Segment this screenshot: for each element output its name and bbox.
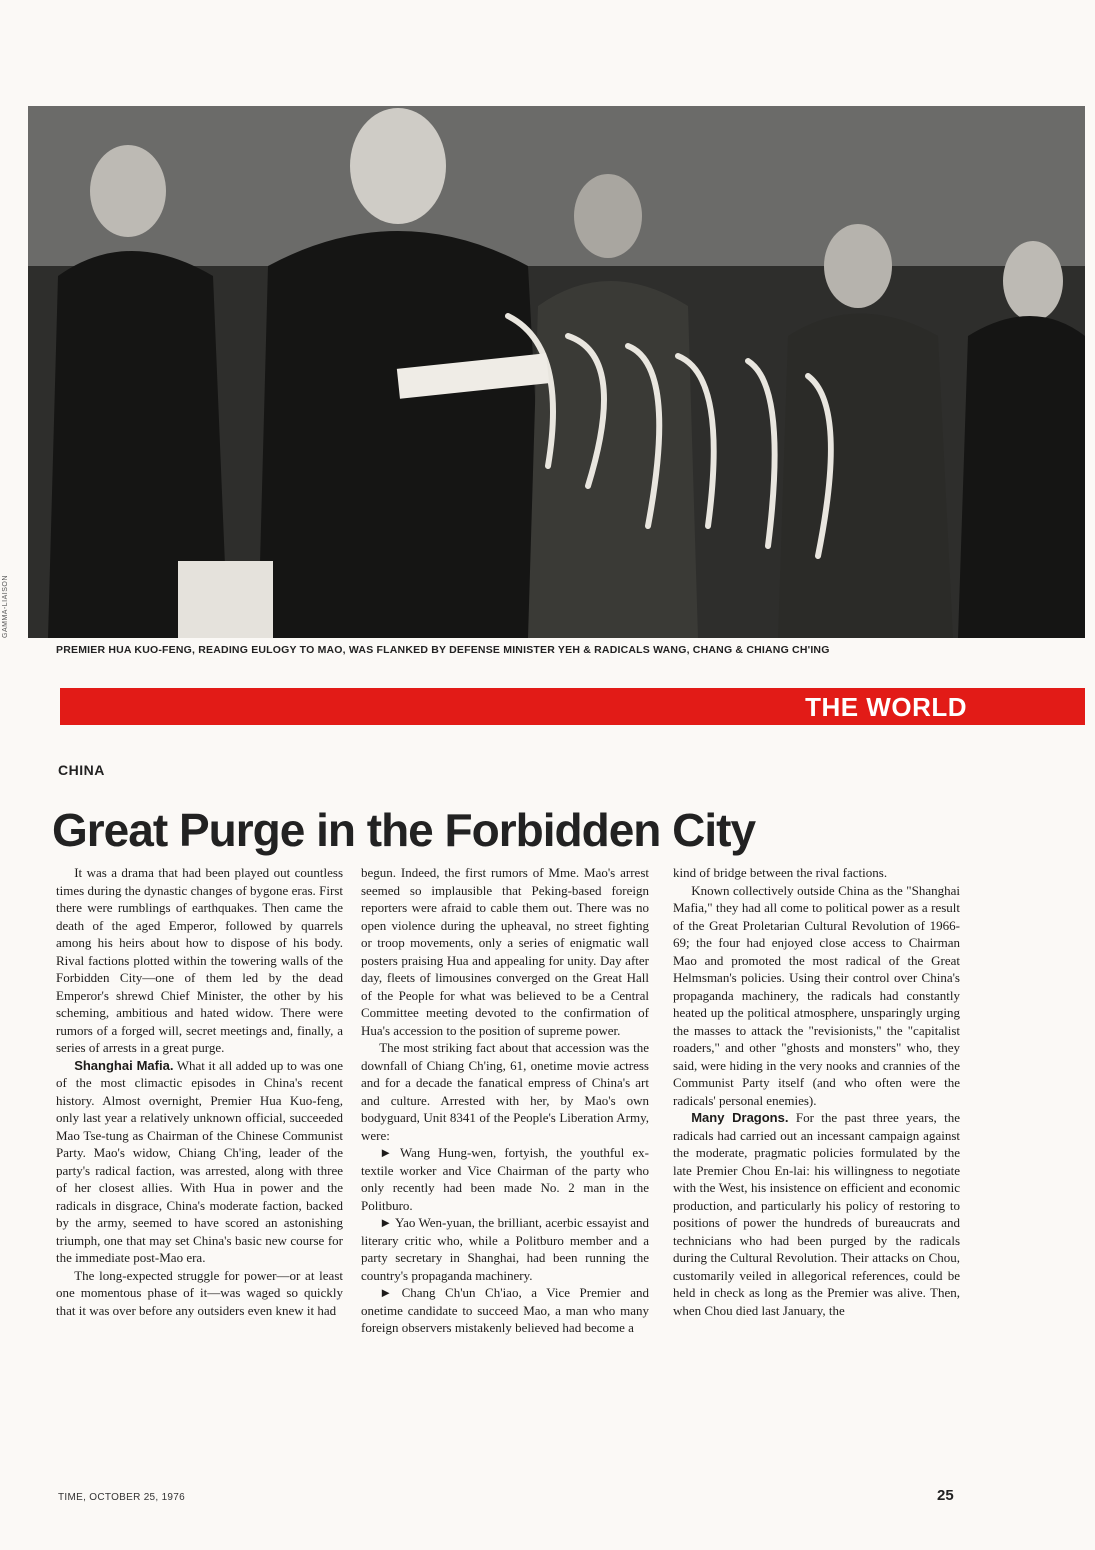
photo-credit: GAMMA-LIAISON — [2, 575, 9, 638]
paragraph: Known collectively outside China as the "Shanghai Mafia," they had all come to political power as a result of the Great Proletarian Cultural Revolution of 1966-69; the four had enjoyed close access to Chairman Mao and promoted the most radical of the Great Helmsman's policies. Using their control over China's propaganda machinery, the radicals had constantly heated up the political atmosphere, unsparingly urging the masses to attack the "revisionists," the "capitalist roaders," and other "ghosts and monsters" who, they said, were hiding in the very nooks and crannies of the Communist Party itself (and who often were the radicals' personal enemies). — [673, 882, 960, 1108]
news-photo — [28, 106, 1085, 638]
article-column-1 — [56, 864, 343, 1319]
paragraph: The most striking fact about that accession was the downfall of Chiang Ch'ing, 61, onetime movie actress and for a decade the fanatical empress of China's art and culture. Arrested with her, by Mao's own bodyguard, Unit 8341 of the People's Liberation Army, were: — [361, 1040, 649, 1143]
section-label: CHINA — [58, 762, 105, 778]
paragraph-text: What it all added up to was one of the most climactic episodes in China's recent history. Almost overnight, Premier Hua Kuo-feng, only last year a relatively unknown official, succeeded Mao Tse-tung as Chairman of the Chinese Communist Party. Mao's widow, Chiang Ch'ing, leader of the party's radical faction, was arrested, along with three of her closest allies. With Hua in power and the radicals in disgrace, China's moderate faction, backed by the army, seemed to have scored an astonishing triumph, one that may set China's basic new course for the immediate post-Mao era. — [56, 1057, 343, 1265]
paragraph: The long-expected struggle for power—or at least one momentous phase of it—was waged so quickly that it was over before any outsiders even knew it had — [56, 1267, 343, 1318]
paragraph-with-subhead — [673, 1109, 960, 1319]
article-column-2 — [361, 864, 649, 1337]
paragraph-text: For the past three years, the radicals had carried out an incessant campaign against the moderate, pragmatic policies formulated by the late Premier Chou En-lai: his willingness to negotiate with the West, his insistence on efficient and economic production, and particularly his policy of restoring to positions of power the hundreds of bureaucrats and technicians who had been purged by the radicals during the Cultural Revolution. Their attacks on Chou, customarily veiled in allegorical references, could be held in check as long as the Premier was alive. Then, when Chou died last January, the — [673, 1110, 960, 1318]
headline: Great Purge in the Forbidden City — [52, 804, 756, 856]
paragraph-with-subhead — [56, 1057, 343, 1267]
bullet-item: ► Wang Hung-wen, fortyish, the youthful ex-textile worker and Vice Chairman of the party who only recently had been made No. 2 man in the Politburo. — [361, 1145, 649, 1213]
paragraph: kind of bridge between the rival factions. — [673, 865, 888, 880]
article-column-3 — [673, 864, 960, 1319]
bullet-item: ► Yao Wen-yuan, the brilliant, acerbic essayist and literary critic who, while a Politburo member and a party secretary in Shanghai, had been running the country's propaganda machinery. — [361, 1215, 649, 1283]
dateline: TIME, OCTOBER 25, 1976 — [58, 1492, 186, 1503]
subhead: Shanghai Mafia. — [74, 1057, 174, 1073]
banner-label: THE WORLD — [805, 692, 967, 722]
page-number: 25 — [937, 1487, 954, 1504]
bullet-item: ► Chang Ch'un Ch'iao, a Vice Premier and onetime candidate to succeed Mao, a man who many foreign observers mistakenly believed had become a — [361, 1285, 649, 1335]
paragraph: begun. Indeed, the first rumors of Mme. Mao's arrest seemed so implausible that Peking-based foreign reporters were afraid to cable them out. There was no open violence during the upheaval, no street fighting or troop movements, only a series of enigmatic wall posters praising Hua and appealing for unity. Day after day, fleets of limousines converged on the Great Hall of the People for what was believed to be a Central Committee meeting devoted to the confirmation of Hua's accession to the position of supreme power. — [361, 865, 649, 1038]
subhead: Many Dragons. — [691, 1110, 789, 1125]
section-banner — [60, 688, 1085, 725]
paragraph: It was a drama that had been played out countless times during the dynastic changes of bygone eras. First there were rumblings of earthquakes. Then came the death of the aged Emperor, followed by quarrels among his heirs about how to dispose of his body. Rival factions plotted within the towering walls of the Forbidden City—one of them led by the dead Emperor's shrewd Chief Minister, the other by his scheming, ambitious and hated widow. There were rumors of a forged will, secret meetings and, finally, a series of arrests in a great purge. — [56, 865, 343, 1055]
photo-caption: PREMIER HUA KUO-FENG, READING EULOGY TO MAO, WAS FLANKED BY DEFENSE MINISTER YEH & RADICALS WANG, CHANG & CHIANG CH'ING — [56, 644, 830, 656]
photo-illustration — [28, 106, 1085, 638]
